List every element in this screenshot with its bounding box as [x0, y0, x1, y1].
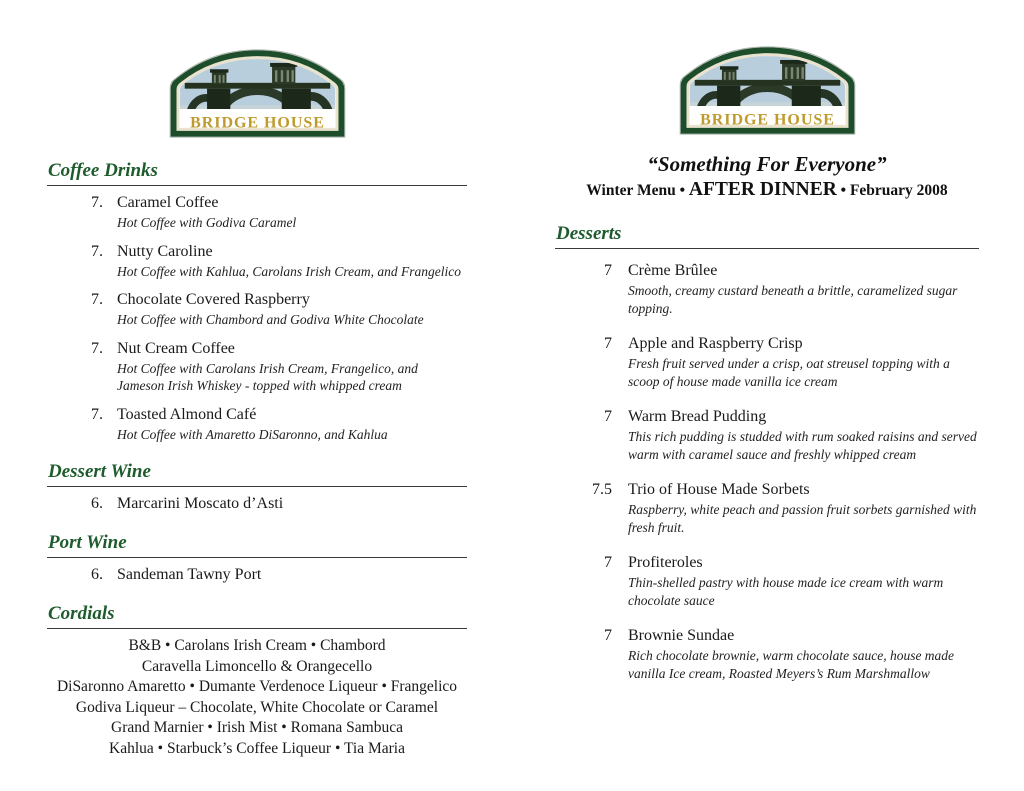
item-description: Smooth, creamy custard beneath a brittle, caramelized sugar topping.: [628, 283, 958, 316]
menu-item: [87, 290, 467, 329]
cordials-line: Grand Marnier • Irish Mist • Romana Sambuca: [111, 719, 403, 736]
menu-item: [87, 193, 467, 232]
item-name: Crème Brûlee: [628, 262, 718, 279]
section-heading: Cordials: [47, 603, 467, 629]
right-column: [555, 42, 979, 699]
menu-subtitle: [555, 178, 979, 202]
item-name: Sandeman Tawny Port: [117, 566, 262, 583]
item-price: 7: [604, 554, 612, 571]
section-cordials: [47, 603, 467, 759]
item-name: Chocolate Covered Raspberry: [117, 291, 310, 308]
cordials-line: DiSaronno Amaretto • Dumante Verdenoce Liqueur • Frangelico: [56, 678, 458, 695]
menu-item: [590, 261, 979, 318]
section-port-wine: [47, 532, 467, 585]
bridge-house-logo-left: [164, 45, 351, 142]
item-name: Warm Bread Pudding: [628, 408, 767, 425]
item-description: Hot Coffee with Amaretto DiSaronno, and Kahlua: [117, 426, 388, 442]
subtitle-suffix: • February 2008: [836, 182, 948, 199]
bridge-house-sign: [674, 42, 861, 139]
subtitle-emphasis: AFTER DINNER: [688, 179, 837, 200]
item-price: 6.: [91, 495, 103, 512]
menu-item: [590, 407, 979, 464]
menu-item: [87, 565, 467, 585]
section-heading: Port Wine: [47, 532, 467, 558]
item-price: 7: [604, 627, 612, 644]
item-name: Brownie Sundae: [628, 627, 735, 644]
item-description: Hot Coffee with Godiva Caramel: [117, 215, 297, 230]
item-name: Caramel Coffee: [117, 194, 219, 211]
section-heading: Desserts: [555, 223, 979, 249]
item-name: Marcarini Moscato d’Asti: [117, 495, 284, 512]
item-price: 7.: [91, 405, 103, 423]
menu-item: [87, 494, 467, 514]
item-price: 7: [604, 262, 612, 279]
section-desserts: [555, 223, 979, 683]
item-description: Hot Coffee with Kahlua, Carolans Irish Cream, and Frangelico: [117, 263, 461, 279]
subtitle-prefix: Winter Menu •: [586, 182, 689, 199]
section-heading: Coffee Drinks: [47, 160, 467, 186]
item-name: Profiteroles: [628, 554, 703, 571]
menu-item: [590, 553, 979, 610]
item-price: 7.: [91, 194, 103, 211]
logo-wordmark: BRIDGE HOUSE: [699, 111, 835, 129]
menu-item: [590, 626, 979, 683]
item-description: Hot Coffee with Chambord and Godiva White Chocolate: [117, 312, 424, 327]
logo-wordmark: BRIDGE HOUSE: [189, 114, 325, 132]
item-description: Raspberry, white peach and passion fruit sorbets garnished with fresh fruit.: [628, 502, 977, 535]
item-price: 7: [604, 335, 612, 352]
item-name: Apple and Raspberry Crisp: [628, 335, 803, 352]
bridge-house-sign: [164, 45, 351, 142]
item-description: Rich chocolate brownie, warm chocolate sauce, house made vanilla Ice cream, Roasted Meyers’s Rum Marshmallow: [628, 648, 955, 681]
menu-item: [87, 242, 467, 281]
item-price: 7.: [91, 339, 103, 357]
cordials-line: Kahlua • Starbuck’s Coffee Liqueur • Tia Maria: [109, 739, 405, 757]
section-coffee-drinks: [47, 160, 467, 443]
menu-item: [590, 480, 979, 537]
cordials-line: B&B • Carolans Irish Cream • Chambord: [128, 637, 386, 654]
menu-item: [590, 334, 979, 391]
item-name: Toasted Almond Café: [117, 405, 257, 423]
item-name: Nutty Caroline: [117, 242, 213, 260]
cordials-line: Caravella Limoncello & Orangecello: [141, 657, 373, 675]
item-name: Nut Cream Coffee: [117, 339, 235, 357]
item-description: Thin-shelled pastry with house made ice cream with warm chocolate sauce: [628, 575, 944, 608]
section-dessert-wine: [47, 461, 467, 514]
item-price: 7.: [91, 242, 103, 260]
item-price: 7.: [91, 291, 103, 308]
menu-item: [87, 339, 467, 395]
section-heading: Dessert Wine: [47, 461, 467, 487]
item-name: Trio of House Made Sorbets: [628, 481, 810, 498]
bridge-house-logo-right: [674, 42, 861, 139]
item-price: 6.: [91, 566, 103, 583]
left-column: [47, 45, 467, 759]
item-description: Fresh fruit served under a crisp, oat streusel topping with a scoop of house made vanilla ice cream: [628, 356, 950, 389]
tagline: “Something For Everyone”: [647, 152, 887, 176]
cordials-line: Godiva Liqueur – Chocolate, White Chocolate or Caramel: [75, 698, 439, 716]
item-price: 7: [604, 408, 612, 425]
item-price: 7.5: [592, 481, 612, 498]
item-description: Hot Coffee with Carolans Irish Cream, Frangelico, and Jameson Irish Whiskey - topped with whipped cream: [117, 360, 418, 393]
menu-item: [87, 405, 467, 444]
item-description: This rich pudding is studded with rum soaked raisins and served warm with caramel sauce and freshly whipped cream: [628, 429, 977, 462]
